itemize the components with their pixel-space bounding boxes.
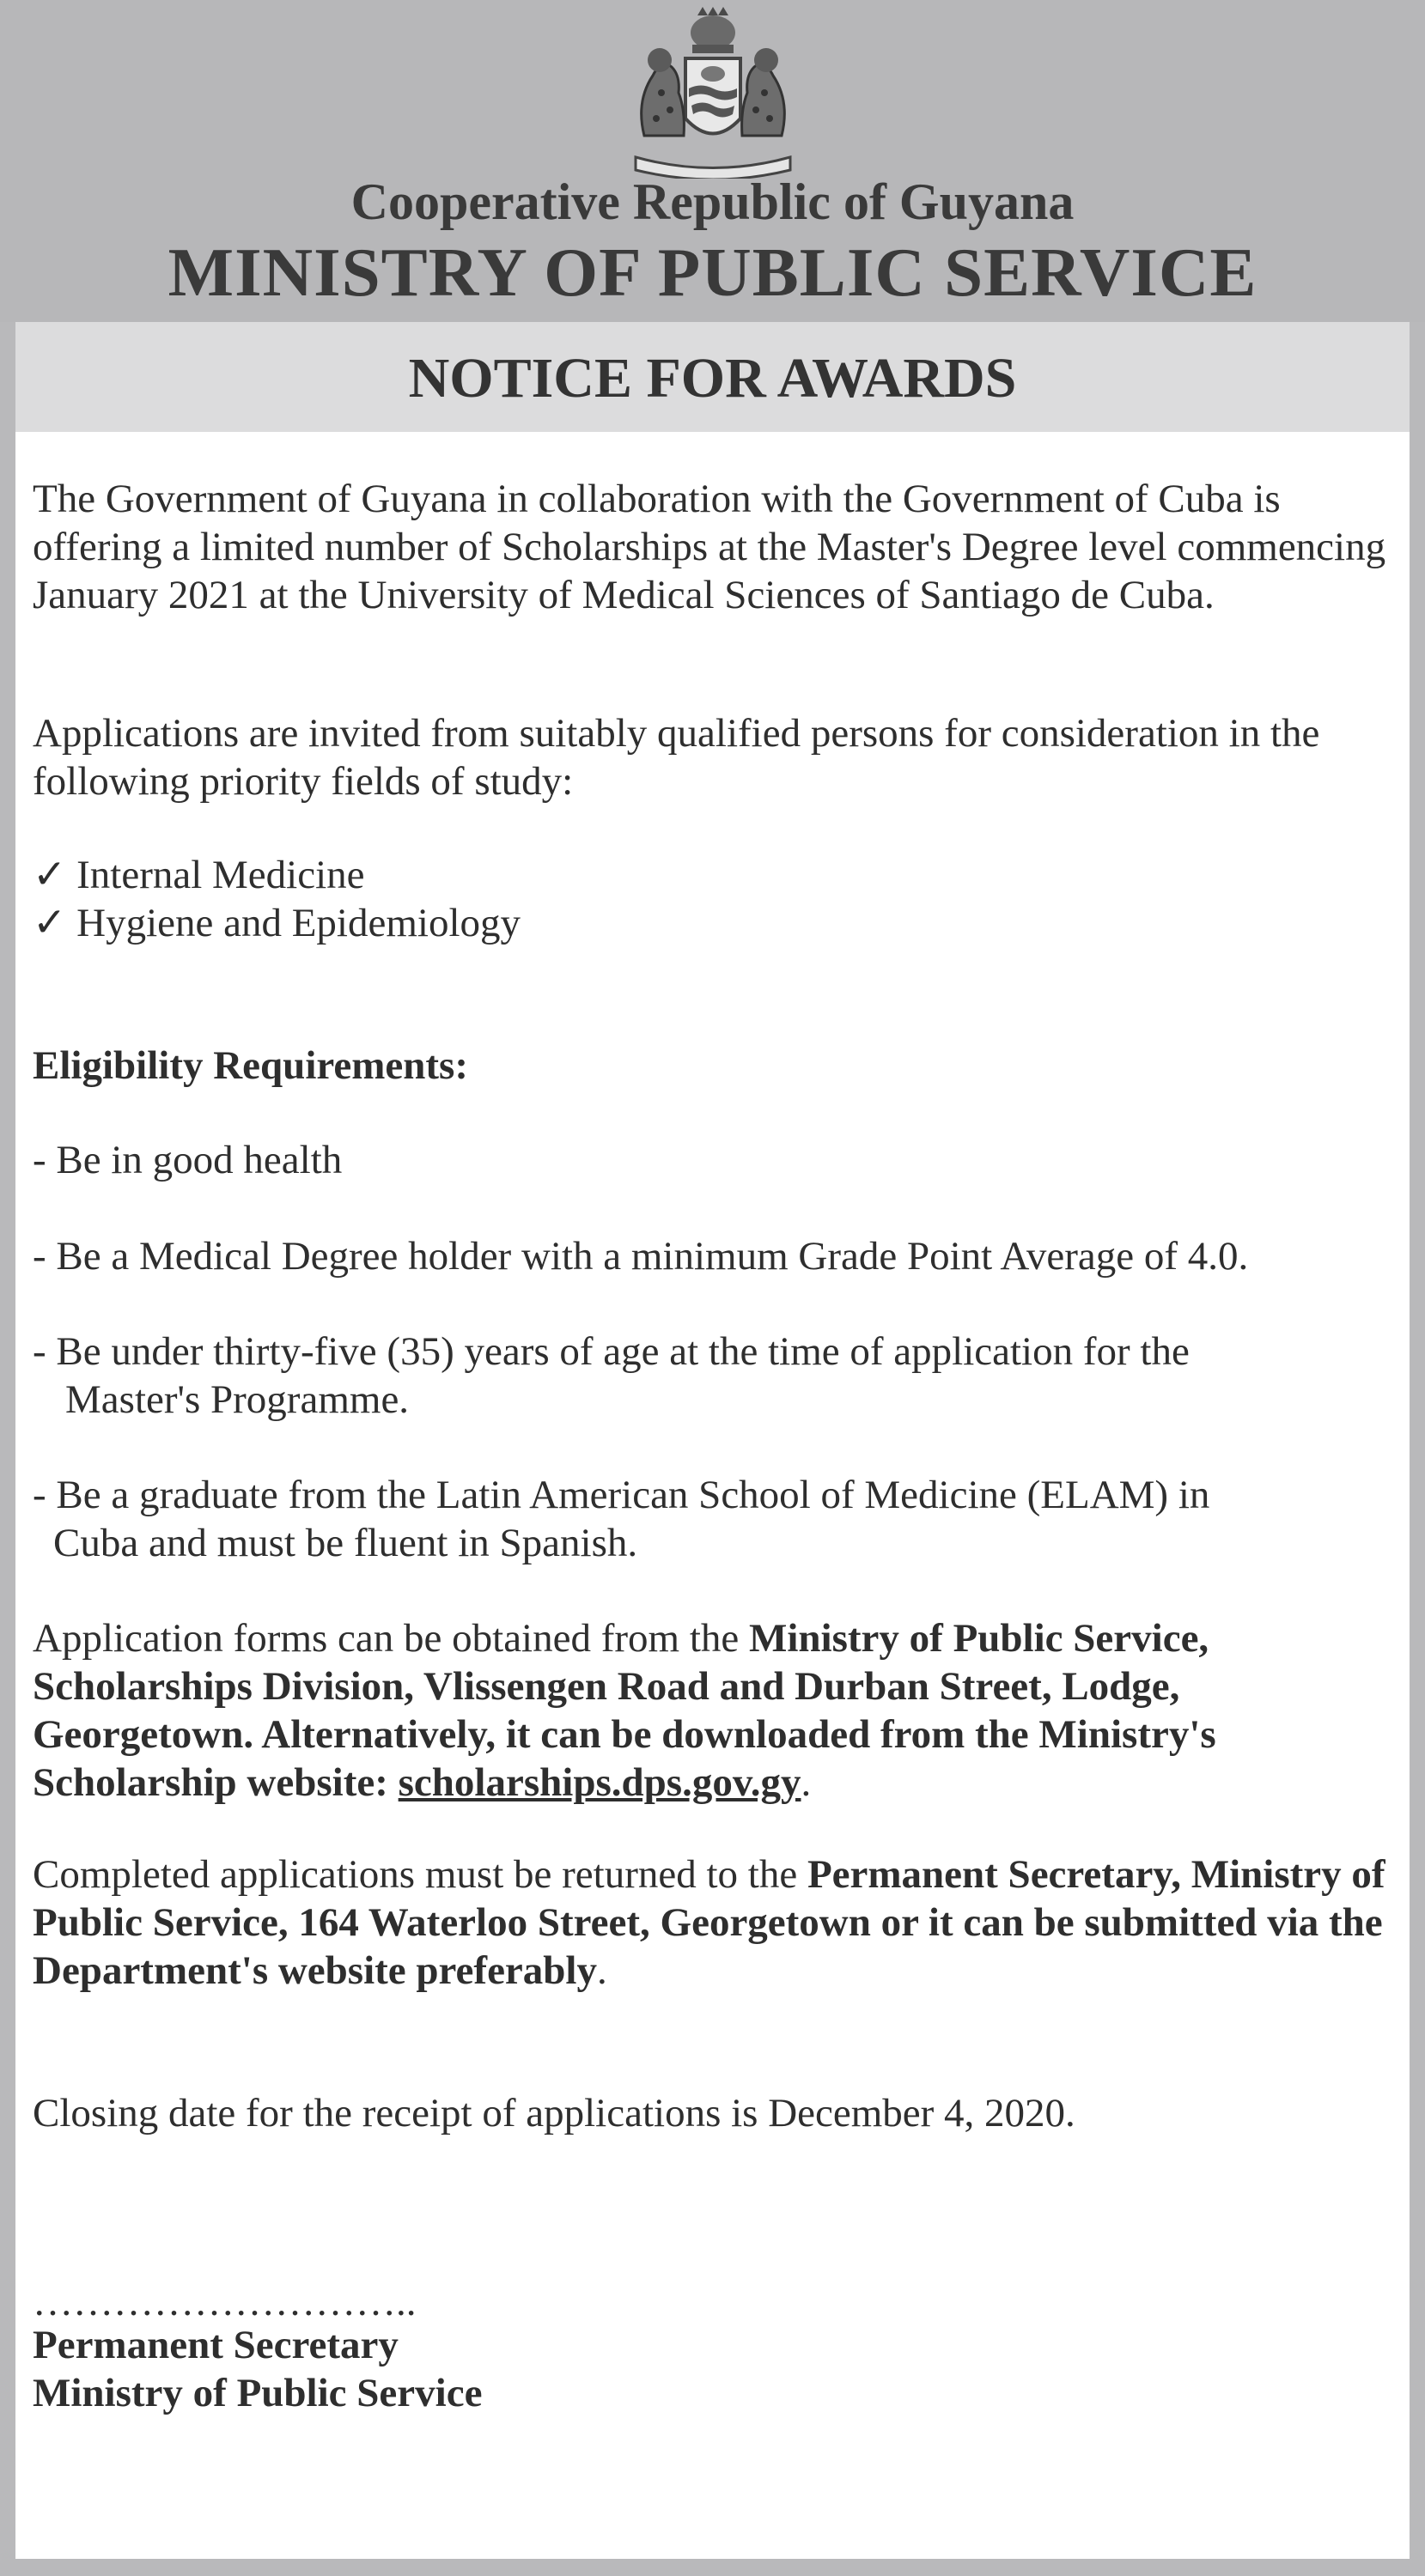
forms-lead-text: Application forms can be obtained from the [33, 1616, 749, 1661]
requirement-item: - Be under thirty-five (35) years of age at the time of application for the [33, 1329, 1190, 1374]
return-end-text: . [597, 1948, 607, 1993]
field-item: ✓ Hygiene and Epidemiology [33, 901, 521, 945]
requirement-item-continued: Master's Programme. [65, 1377, 410, 1422]
requirement-item: - Be a Medical Degree holder with a minimum Grade Point Average of 4.0. [33, 1234, 1249, 1279]
return-lead-text: Completed applications must be returned to the [33, 1852, 807, 1897]
forms-address-text: Ministry of Public Service, Scholarships Division, Vlissengen Road and Durban Street, Lodge, Georgetown. Alternatively, it can be downloaded from the Ministry's Scholarship website: [33, 1616, 1216, 1805]
coat-of-arms-icon [618, 7, 807, 179]
invite-paragraph: Applications are invited from suitably qualified persons for consideration in the following priority fields of study: [33, 711, 1320, 804]
field-item: ✓ Internal Medicine [33, 853, 365, 897]
signature-org: Ministry of Public Service [33, 2371, 483, 2415]
intro-paragraph: The Government of Guyana in collaboration with the Government of Cuba is offering a limited number of Scholarships at the Master's Degree level commencing January 2021 at the University of Medical Sciences of Santiago de Cuba. [33, 477, 1386, 617]
closing-date: Closing date for the receipt of applications is December 4, 2020. [33, 2091, 1075, 2136]
requirement-item-continued: Cuba and must be fluent in Spanish. [53, 1521, 638, 1565]
forms-end-text: . [801, 1760, 812, 1805]
header [0, 0, 1425, 322]
eligibility-heading: Eligibility Requirements: [33, 1043, 468, 1088]
notice-title: NOTICE FOR AWARDS [408, 347, 1017, 410]
requirement-item: - Be a graduate from the Latin American School of Medicine (ELAM) in [33, 1473, 1210, 1517]
notice-banner [15, 322, 1410, 432]
republic-heading: Cooperative Republic of Guyana [350, 173, 1075, 230]
signature-title: Permanent Secretary [33, 2323, 399, 2367]
requirement-item: - Be in good health [33, 1138, 343, 1182]
scholarship-website-link[interactable]: scholarships.dps.gov.gy [398, 1760, 801, 1805]
notice-body [15, 432, 1410, 2559]
ministry-heading: MINISTRY OF PUBLIC SERVICE [167, 234, 1258, 311]
return-address-text: Permanent Secretary, Ministry of Public Service, 164 Waterloo Street, Georgetown or it can be submitted via the Department's website preferably [33, 1852, 1385, 1993]
return-paragraph [33, 1850, 1398, 1995]
signature-line: ……………………….. [33, 2280, 417, 2324]
forms-paragraph [33, 1614, 1398, 1807]
